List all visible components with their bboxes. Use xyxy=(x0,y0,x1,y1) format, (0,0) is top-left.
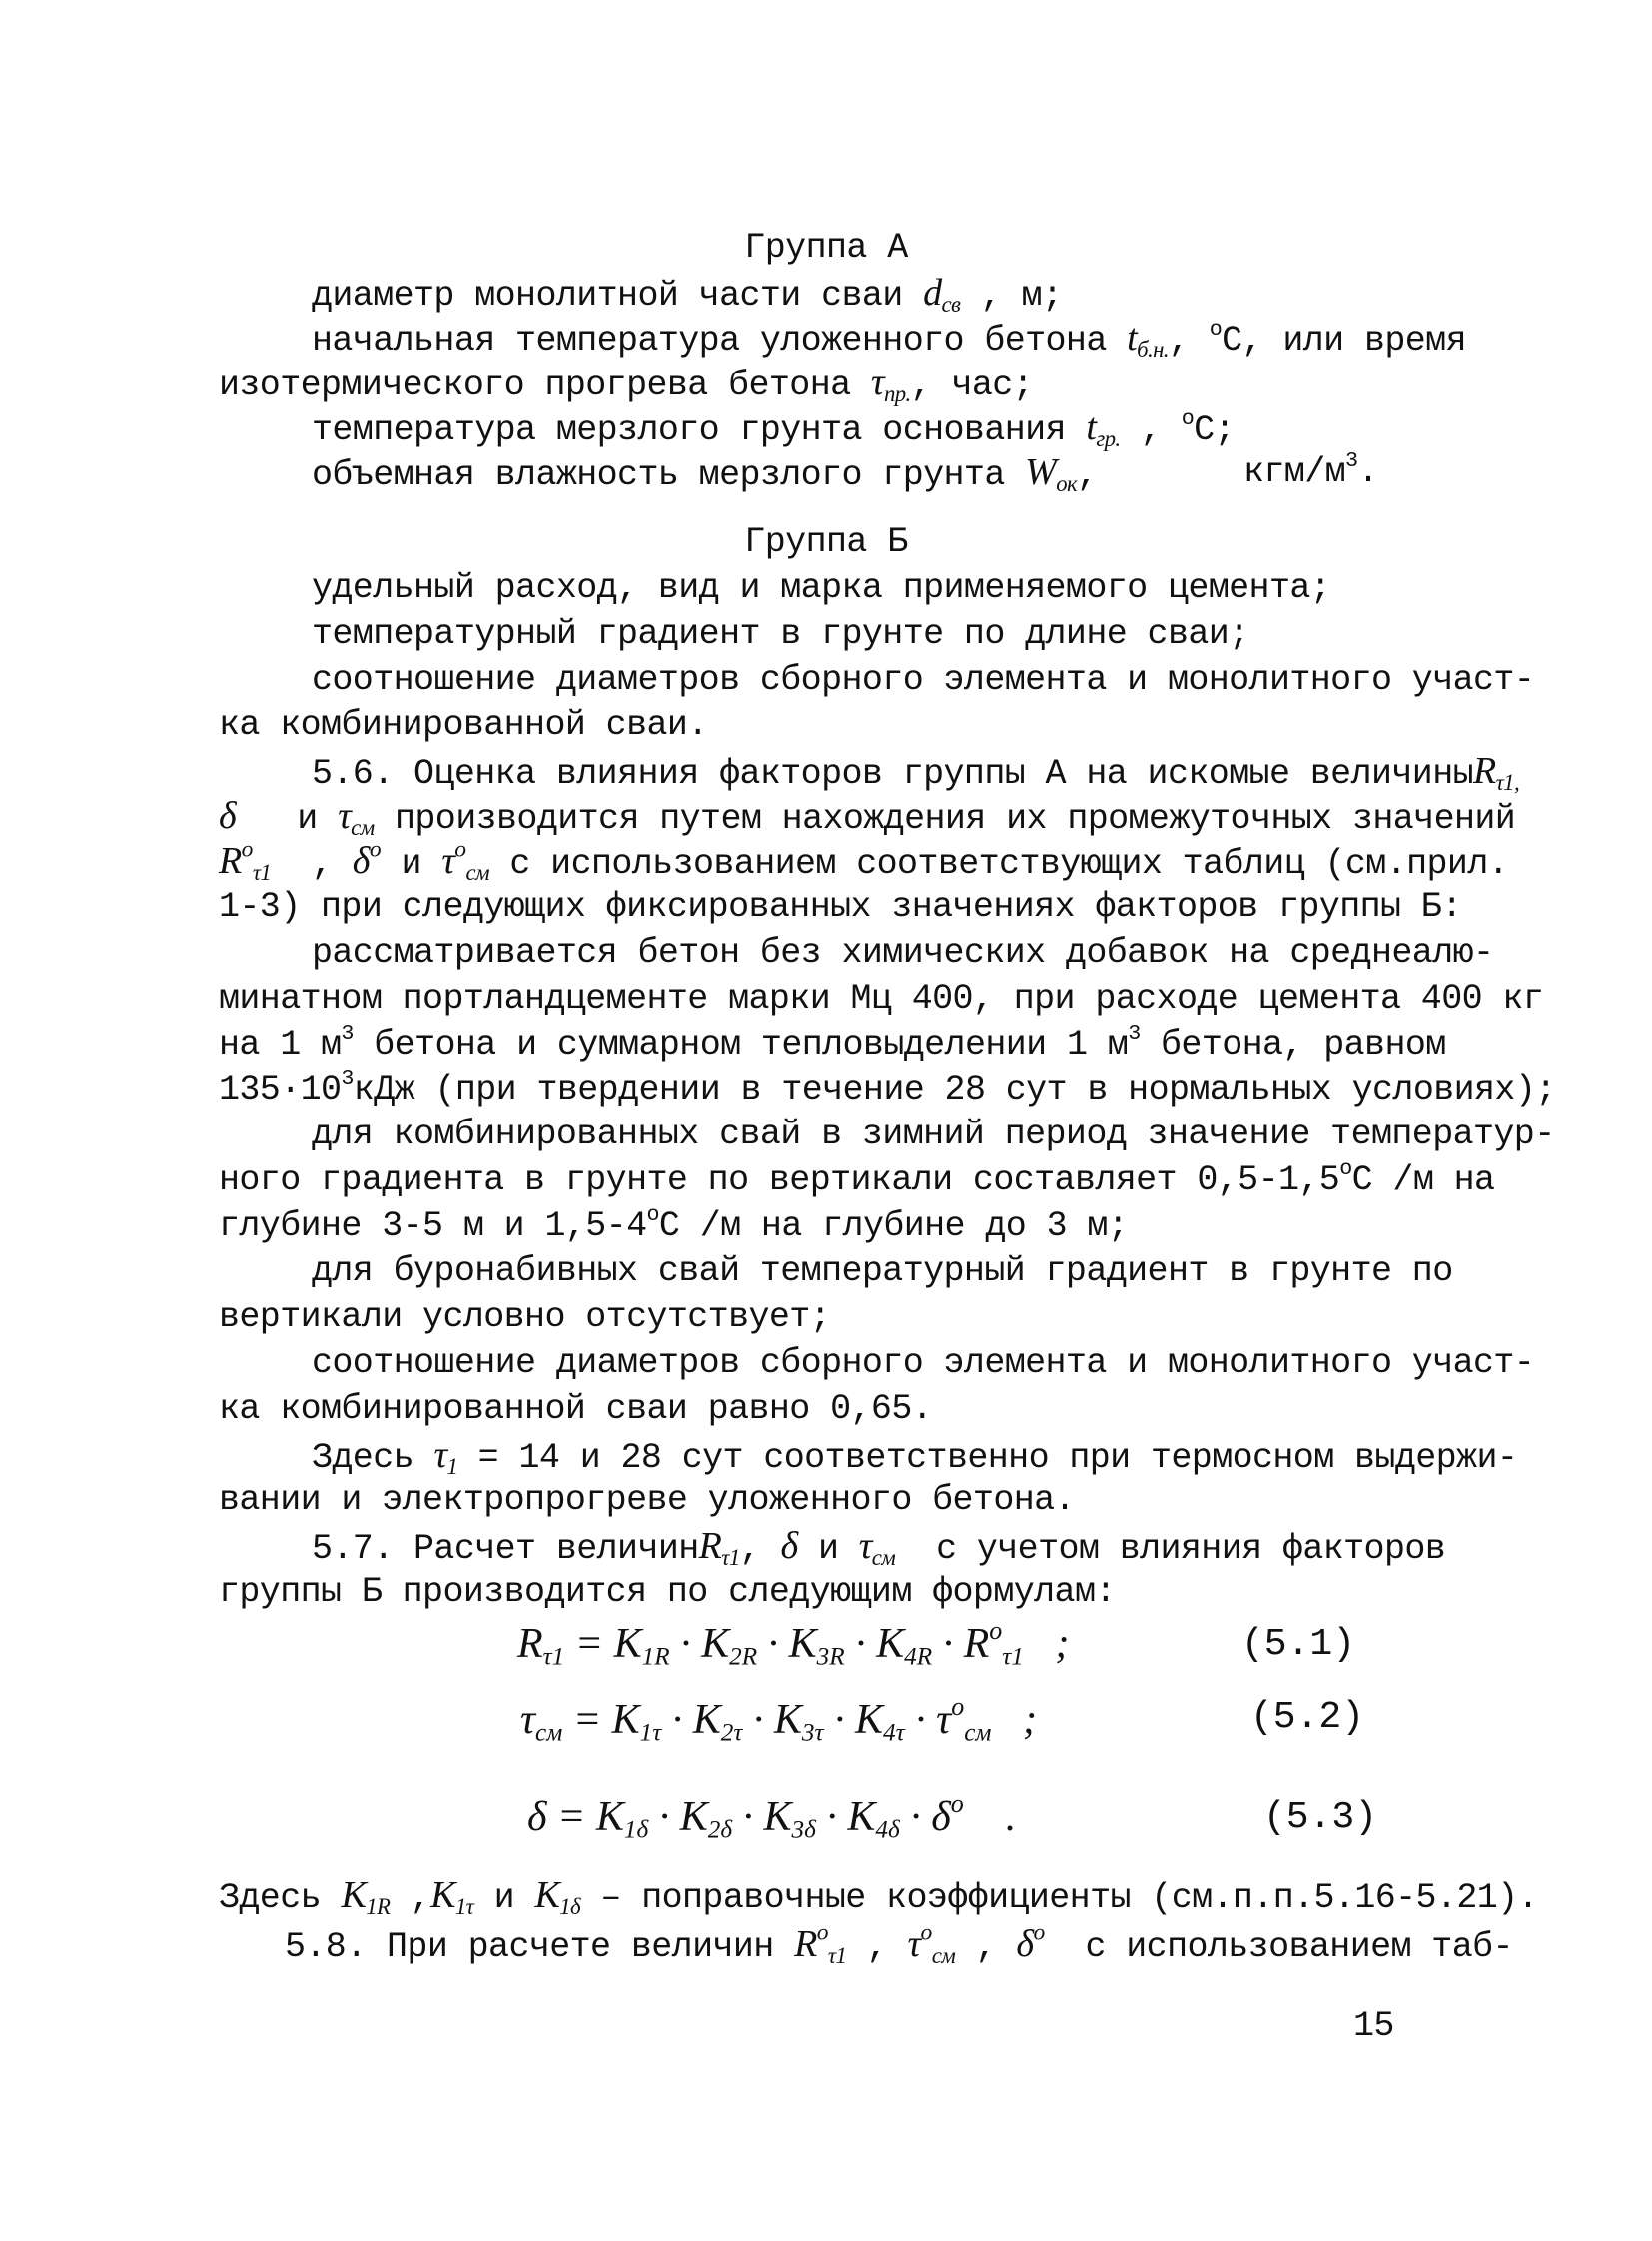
p56-line-1: 5.6. Оценка влияния факторов группы А на искомые величиныR$_{\tau 1,}$ xyxy=(312,750,1520,795)
symbol-delta0-b: $\delta^o$ xyxy=(1016,1919,1045,1965)
group-a-line-1: диаметр монолитной части сваи $d_{св}$ , м; xyxy=(312,272,1063,317)
group-b-line-4: ка комбинированной сваи. xyxy=(219,705,708,745)
p56-line-8: $135\cdot 10^3кДж$ (при твердении в течение 28 сут в нормальных условиях); xyxy=(219,1065,1556,1110)
equation-5-2: $\tau_{см} = K_{1\tau} \cdot K_{2\tau} \cdot K_{3\tau} \cdot K_{4\tau} \cdot \tau^o_{см}$ ; xyxy=(520,1691,1037,1747)
group-a-heading: Группа А xyxy=(744,228,908,268)
symbol-tau1: $\tau_1$ xyxy=(433,1434,458,1479)
group-b-heading: Группа Б xyxy=(744,522,908,562)
p56-line-10: ного градиента в грунте по вертикали составляет 0,5-1,5$^o$С /м на xyxy=(219,1155,1495,1200)
page-number: 15 xyxy=(1353,2006,1394,2046)
group-b-line-3: соотношение диаметров сборного элемента и монолитного участ- xyxy=(312,660,1535,700)
p56-line-5: рассматривается бетон без химических добавок на среднеалю- xyxy=(312,933,1494,973)
symbol-delta: δ xyxy=(219,795,237,837)
symbol-tau0-sm: $\tau^o_{см}$ xyxy=(441,836,489,885)
p56-line-4: 1-3) при следующих фиксированных значениях факторов группы Б: xyxy=(219,887,1462,927)
after-line-2: 5.8. При расчете величин $R^o_{\tau 1}$ , $\tau^o_{см}$ , $\delta^o$ с использованием таб- xyxy=(285,1919,1513,1968)
symbol-t-gr: $t_{гр.}$ xyxy=(1086,406,1121,451)
group-a-line-5: объемная влажность мерзлого грунта $W_{ок}$, xyxy=(312,451,1098,496)
group-a-line-2: начальная температура уложенного бетона $t_{б.н.}$, $^o$С, или время xyxy=(312,316,1466,362)
p57-line-2: группы Б производится по следующим формулам: xyxy=(219,1572,1116,1612)
equation-5-3-number: (5.3) xyxy=(1263,1796,1378,1839)
p56-line-16: Здесь $\tau_1 = 14$ и 28 сут соответственно при термосном выдержи- xyxy=(312,1434,1518,1479)
symbol-t-bn: $t_{б.н.}$ xyxy=(1127,317,1169,362)
group-b-line-1: удельный расход, вид и марка применяемого цемента; xyxy=(312,568,1331,608)
symbol-r0-tau1: $R^o_{\tau 1}$ xyxy=(219,836,272,885)
p57-line-1: 5.7. Расчет величинR$_{\tau 1}$, δ и $\tau_{см}$ с учетом влияния факторов xyxy=(312,1525,1446,1570)
equation-5-3: $\delta = K_{1\delta} \cdot K_{2\delta} \cdot K_{3\delta} \cdot K_{4\delta} \cdot \delta^o$ . xyxy=(527,1788,1017,1844)
symbol-delta-b: δ xyxy=(780,1525,798,1567)
symbol-tau-sm-b: $\tau_{см}$ xyxy=(858,1525,896,1570)
symbol-r0-tau1-b: $R^o_{\tau 1}$ xyxy=(794,1919,847,1968)
group-b-line-2: температурный градиент в грунте по длине сваи; xyxy=(312,614,1249,654)
p56-line-2: δ и $\tau_{см}$ производится путем нахождения их промежуточных значений xyxy=(219,795,1516,840)
group-a-line-4: температура мерзлого грунта основания $t_{гр.}$ , $^o$С; xyxy=(312,405,1235,451)
symbol-delta0: $\delta^o$ xyxy=(352,836,382,882)
p56-line-13: вертикали условно отсутствует; xyxy=(219,1297,831,1337)
p56-line-12: для буронабивных свай температурный градиент в грунте по xyxy=(312,1251,1453,1291)
equation-5-1-number: (5.1) xyxy=(1241,1623,1356,1666)
after-line-1: Здесь $K_{1R}$ $,K_{1\tau}$ и $K_{1\delta}$ – поправочные коэффициенты (см.п.п.5.16-5.21). xyxy=(219,1874,1538,1919)
p56-line-3: $R^o_{\tau 1}$ , $\delta^o$ и $\tau^o_{см}$ с использованием соответствующих таблиц (см.прил. xyxy=(219,836,1509,885)
p56-line-7: на 1 $м^3$ бетона и суммарном тепловыделении 1 $м^3$ бетона, равном xyxy=(219,1020,1446,1065)
symbol-k1delta: $K_{1\delta}$ xyxy=(534,1874,580,1919)
symbol-r-tau1-b: $R_{\tau 1}$ xyxy=(698,1525,740,1570)
symbol-tau-pr: $\tau_{пр.}$ xyxy=(870,362,911,406)
equation-5-2-number: (5.2) xyxy=(1250,1696,1365,1739)
symbol-tau-sm: $\tau_{см}$ xyxy=(338,795,375,840)
p56-line-17: вании и электропрогреве уложенного бетона. xyxy=(219,1480,1075,1520)
symbol-k1tau: $K_{1\tau}$ xyxy=(430,1874,474,1919)
p56-line-6: минатном портландцементе марки Мц 400, при расходе цемента 400 кг xyxy=(219,979,1544,1019)
group-a-line-3: изотермического прогрева бетона $\tau_{пр.}$, час; xyxy=(219,362,1034,406)
symbol-r-tau1: $R_{\tau 1,}$ xyxy=(1473,750,1520,795)
p56-line-9: для комбинированных свай в зимний период значение температур- xyxy=(312,1115,1555,1154)
p56-line-11: глубине 3-5 м и 1,5-4$^o$С /м на глубине до 3 м; xyxy=(219,1201,1129,1246)
symbol-w-ok: $W_{ок}$ xyxy=(1025,451,1078,496)
group-a-line-5-unit: кгм/$м^3$. xyxy=(1243,447,1378,492)
p56-line-15: ка комбинированной сваи равно 0,65. xyxy=(219,1389,933,1429)
p56-line-14: соотношение диаметров сборного элемента и монолитного участ- xyxy=(312,1343,1535,1383)
symbol-tau0-sm-b: $\tau^o_{см}$ xyxy=(907,1919,956,1968)
symbol-d-sv: $d_{св}$ xyxy=(923,272,961,317)
symbol-k1r: $K_{1R}$ xyxy=(341,1874,391,1919)
equation-5-1: $R_{\tau 1} = K_{1R} \cdot K_{2R} \cdot K_{3R} \cdot K_{4R} \cdot R^o_{\tau 1}$ ; xyxy=(517,1615,1070,1671)
